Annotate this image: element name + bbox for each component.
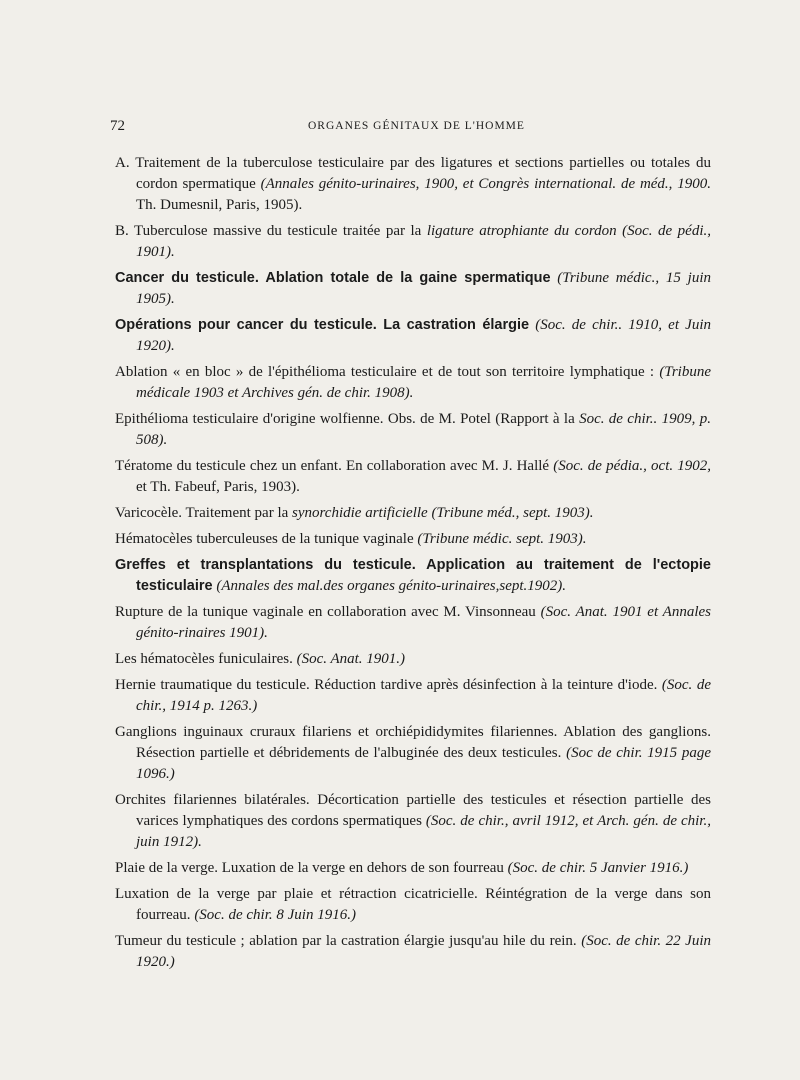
entry-citation: synorchidie artificielle (Tribune méd., sept. 1903). xyxy=(292,505,594,521)
entry-citation: Soc. de chir.. 1909, p. 508). xyxy=(136,411,711,448)
bibliography-entry xyxy=(115,315,711,357)
entry-title-bold: Greffes et transplantations du testicule. Application au traitement de l'ectopie testiculaire xyxy=(115,557,711,594)
bibliography-entry xyxy=(115,362,711,404)
entry-citation: (Soc. de chir. 8 Juin 1916.) xyxy=(194,907,356,923)
entry-title: B. Tuberculose massive du testicule traitée par la xyxy=(115,223,427,239)
bibliography-entry xyxy=(115,884,711,926)
bibliography-entry xyxy=(115,931,711,973)
bibliography-entry xyxy=(115,409,711,451)
bibliography-entry xyxy=(115,153,711,216)
entry-citation: (Tribune médic., 15 juin 1905). xyxy=(136,270,711,307)
entry-title: Varicocèle. Traitement par la xyxy=(115,505,293,521)
entry-citation: (Annales génito-urinaires, 1900, et Congrès international. de méd., 1900. xyxy=(260,176,711,192)
running-title: ORGANES GÉNITAUX DE L'HOMME xyxy=(308,120,525,132)
entry-title: A. Traitement de la tuberculose testiculaire par des ligatures et sections partielles ou totales du cordon spermatique xyxy=(115,155,711,192)
entry-title: Tératome du testicule chez un enfant. En collaboration avec M. J. Hallé xyxy=(115,458,554,474)
entry-citation: (Tribune médicale 1903 et Archives gén. de chir. 1908). xyxy=(136,364,711,401)
entry-citation: (Soc. de pédia., oct. 1902, xyxy=(553,458,711,474)
entry-citation: (Soc. de chir.. 1910, et Juin 1920). xyxy=(136,317,711,354)
bibliography-entry xyxy=(115,858,711,879)
bibliography-entry xyxy=(115,602,711,644)
page-header xyxy=(110,118,720,140)
entry-citation: (Soc. de chir., avril 1912, et Arch. gén. de chir., juin 1912). xyxy=(136,813,711,850)
entry-title-bold: Cancer du testicule. Ablation totale de la gaine spermatique xyxy=(115,270,551,286)
bibliography-entry xyxy=(115,722,711,785)
entry-citation: (Soc. de chir. 5 Janvier 1916.) xyxy=(507,860,689,876)
entry-title: Epithélioma testiculaire d'origine wolfienne. Obs. de M. Potel (Rapport à la xyxy=(115,411,580,427)
entry-citation: (Soc. Anat. 1901 et Annales génito-rinaires 1901). xyxy=(136,604,712,641)
entry-detail: Th. Dumesnil, Paris, 1905). xyxy=(136,197,303,213)
entry-citation: (Soc. Anat. 1901.) xyxy=(296,651,406,667)
entry-title: Tumeur du testicule ; ablation par la castration élargie jusqu'au hile du rein. xyxy=(115,933,582,949)
bibliography-entry xyxy=(115,555,711,597)
entry-title: Plaie de la verge. Luxation de la verge en dehors de son fourreau xyxy=(115,860,508,876)
page-number: 72 xyxy=(110,118,125,134)
entry-citation: (Tribune médic. sept. 1903). xyxy=(417,531,587,547)
entry-citation: (Soc de chir. 1915 page 1096.) xyxy=(136,745,712,782)
entry-detail: et Th. Fabeuf, Paris, 1903). xyxy=(136,479,300,495)
bibliography-entry xyxy=(115,790,711,853)
bibliography-entry xyxy=(115,456,711,498)
bibliography-entry xyxy=(115,529,711,550)
bibliography-entry xyxy=(115,503,711,524)
entry-title: Ablation « en bloc » de l'épithélioma testiculaire et de tout son territoire lymphatique : xyxy=(115,364,660,380)
entry-citation: (Soc. de chir. 22 Juin 1920.) xyxy=(136,933,712,970)
entry-citation: (Annales des mal.des organes génito-urinaires,sept.1902). xyxy=(212,578,567,594)
entry-title: Rupture de la tunique vaginale en collaboration avec M. Vinsonneau xyxy=(115,604,541,620)
bibliography-entry xyxy=(115,268,711,310)
entry-title: Hernie traumatique du testicule. Réduction tardive après désinfection à la teinture d'iode. xyxy=(115,677,662,693)
entry-title: Ganglions inguinaux cruraux filariens et orchiépididymites filariennes. Ablation des ganglions. Résection partielle et débridements de l'albuginée des deux testicules. xyxy=(115,724,711,761)
entry-title-bold: Opérations pour cancer du testicule. La castration élargie xyxy=(115,317,530,333)
entry-citation: (Soc. de chir., 1914 p. 1263.) xyxy=(136,677,711,714)
bibliography-entry xyxy=(115,221,711,263)
entry-title: Les hématocèles funiculaires. xyxy=(115,651,297,667)
bibliography-entry xyxy=(115,675,711,717)
bibliography-entry xyxy=(115,649,711,670)
entry-citation: ligature atrophiante du cordon (Soc. de pédi., 1901). xyxy=(136,223,711,260)
entry-title: Orchites filariennes bilatérales. Décortication partielle des testicules et résection partielle des varices lymphatiques des cordons spermatiques xyxy=(115,792,711,829)
bibliography-list xyxy=(115,153,711,978)
entry-title: Luxation de la verge par plaie et rétraction cicatricielle. Réintégration de la verge dans son fourreau. xyxy=(115,886,711,923)
entry-title: Hématocèles tuberculeuses de la tunique vaginale xyxy=(115,531,418,547)
